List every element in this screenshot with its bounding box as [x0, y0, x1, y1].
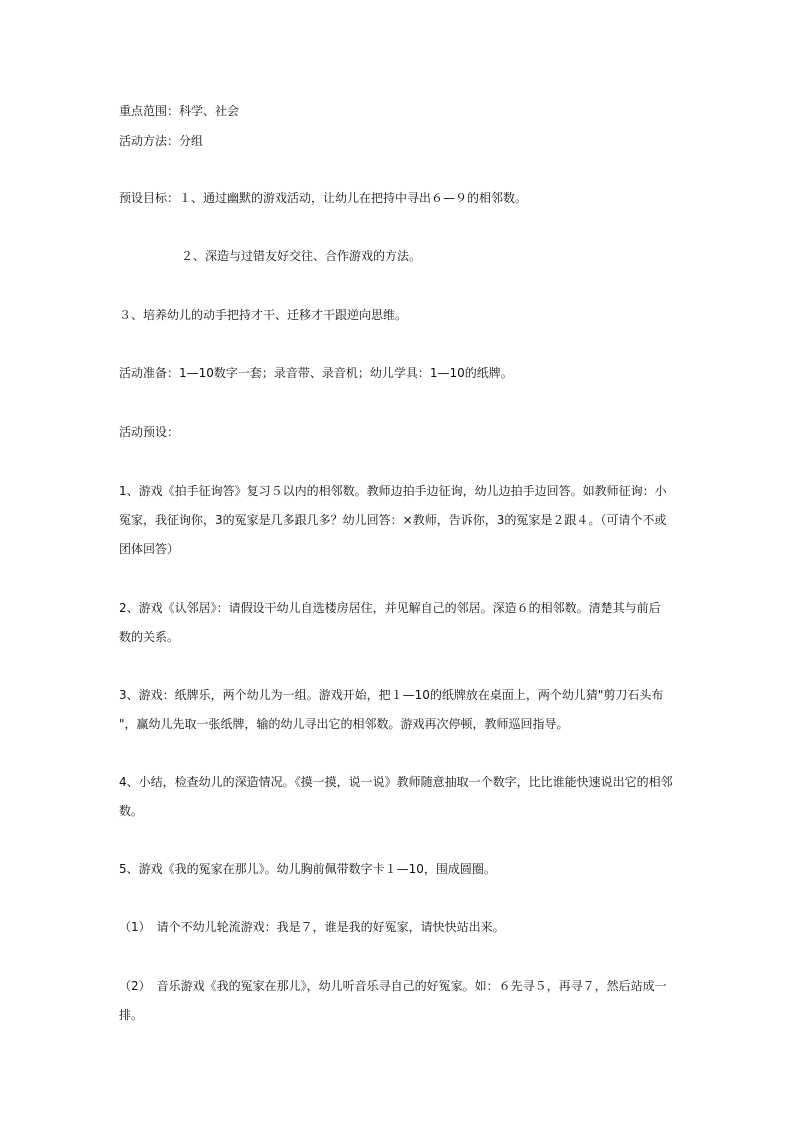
preparation: 活动准备：1—10数字一套；录音带、录音机；幼儿学具：1—10的纸牌。 — [119, 366, 513, 380]
activity-method: 活动方法：分组 — [119, 134, 204, 148]
step-1-line-2: 冤家，我征询你，3的冤家是几多跟几多？幼儿回答：×教师，告诉你，3的冤家是２跟４。（可请个不或 — [119, 513, 667, 527]
step-1-line-3: 团体回答） — [119, 542, 180, 556]
substep-1-line-1: （1） 请个不幼儿轮流游戏：我是７，谁是我的好冤家，请快快站出来。 — [119, 920, 505, 934]
step-3-line-2: "，赢幼儿先取一张纸牌，输的幼儿寻出它的相邻数。游戏再次停顿，教师巡回指导。 — [119, 717, 569, 731]
goal-line-1: 预设目标：１、通过幽默的游戏活动，让幼儿在把持中寻出６—９的相邻数。 — [119, 191, 528, 205]
step-2-line-2: 数的关系。 — [119, 630, 180, 644]
process-heading: 活动预设： — [119, 425, 180, 439]
goal-line-3: ３、培养幼儿的动手把持才干、迁移才干跟逆向思维。 — [119, 308, 408, 322]
step-5-line-1: 5、游戏《我的冤家在那儿》。幼儿胸前佩带数字卡１—10，围成圆圈。 — [119, 862, 496, 876]
goal-line-2: ２、深造与过错友好交往、合作游戏的方法。 — [181, 249, 422, 263]
step-4-line-1: 4、小结，检查幼儿的深造情况。《摸一摸，说一说》教师随意抽取一个数字，比比谁能快速说出它的相邻 — [119, 775, 673, 789]
substep-2-line-2: 排。 — [119, 1008, 144, 1022]
focus-area: 重点范围：科学、社会 — [119, 104, 240, 118]
substep-2-line-1: （2） 音乐游戏《我的冤家在那儿》，幼儿听音乐寻自己的好冤家。如：６先寻５，再寻７，然后站成一 — [119, 979, 667, 993]
step-3-line-1: 3、游戏：纸牌乐，两个幼儿为一组。游戏开始，把１—10的纸牌放在桌面上，两个幼儿猜"剪刀石头布 — [119, 688, 664, 702]
step-2-line-1: 2、游戏《认邻居》：请假设干幼儿自选楼房居住，并见解自己的邻居。深造６的相邻数。清楚其与前后 — [119, 601, 661, 615]
step-4-line-2: 数。 — [119, 804, 144, 818]
step-1-line-1: 1、游戏《拍手征询答》复习５以内的相邻数。教师边拍手边征询，幼儿边拍手边回答。如教师征询：小 — [119, 484, 667, 498]
